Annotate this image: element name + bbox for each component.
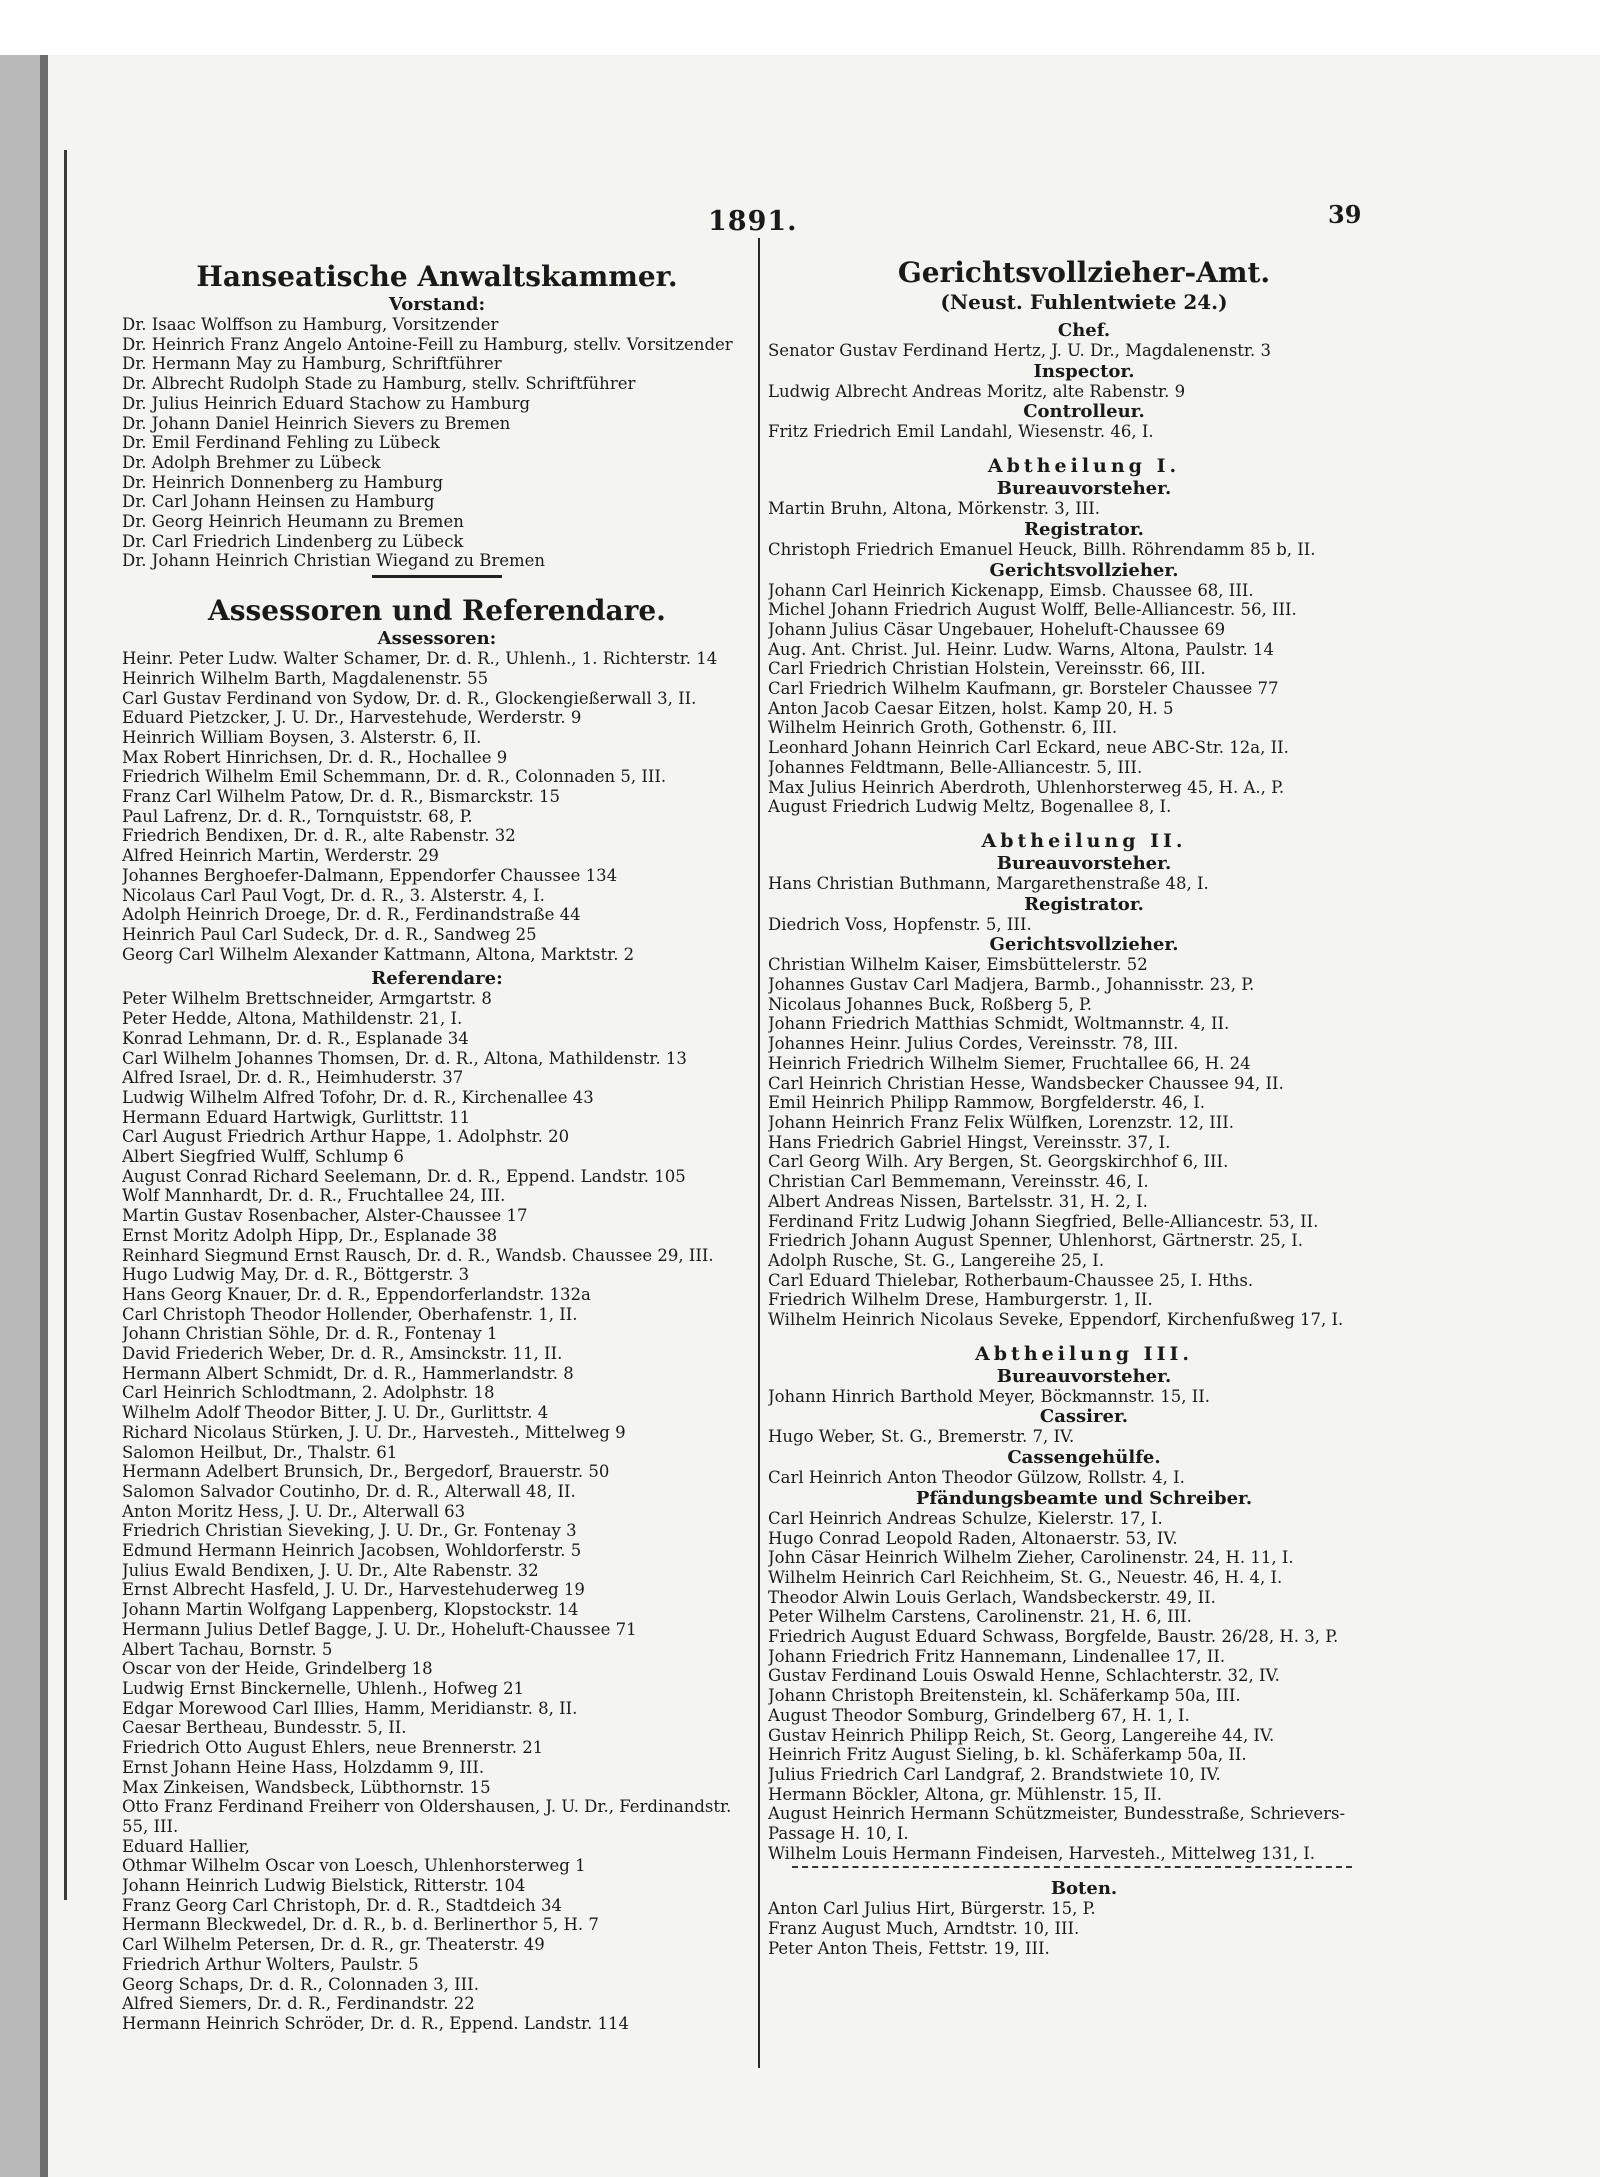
binding-shadow [40, 55, 48, 2177]
referendar-entry: Carl Wilhelm Petersen, Dr. d. R., gr. Theaterstr. 49 [122, 1935, 545, 1955]
referendar-entry: Carl Heinrich Schlodtmann, 2. Adolphstr. 18 [122, 1383, 495, 1403]
referendar-entry: Hermann Adelbert Brunsich, Dr., Bergedorf, Brauerstr. 50 [122, 1462, 610, 1482]
gerichtsvollzieher-entry: Johann Friedrich Matthias Schmidt, Woltmannstr. 4, II. [768, 1014, 1230, 1034]
vorstand-entry: Dr. Johann Daniel Heinrich Sievers zu Bremen [122, 413, 511, 433]
pfaendung-entry: Gustav Ferdinand Louis Oswald Henne, Schlachterstr. 32, IV. [768, 1666, 1280, 1686]
vorstand-entry: Dr. Heinrich Donnenberg zu Hamburg [122, 472, 444, 492]
bureauvorsteher-heading: Bureauvorsteher. [996, 852, 1172, 874]
pfaendung-entry: John Cäsar Heinrich Wilhelm Zieher, Carolinenstr. 24, H. 11, I. [768, 1548, 1294, 1568]
section-title-anwaltskammer: Hanseatische Anwaltskammer. [196, 260, 678, 293]
registrator-entry: Christoph Friedrich Emanuel Heuck, Billh. Röhrendamm 85 b, II. [768, 539, 1316, 559]
boten-entry: Franz August Much, Arndtstr. 10, III. [768, 1919, 1080, 1939]
referendar-entry: Salomon Heilbut, Dr., Thalstr. 61 [122, 1442, 398, 1462]
referendar-entry: Salomon Salvador Coutinho, Dr. d. R., Alterwall 48, II. [122, 1481, 576, 1501]
referendar-entry: Georg Schaps, Dr. d. R., Colonnaden 3, III. [122, 1974, 479, 1994]
referendar-entry: Ernst Moritz Adolph Hipp, Dr., Esplanade 38 [122, 1225, 498, 1245]
referendar-entry: Peter Hedde, Altona, Mathildenstr. 21, I. [122, 1009, 463, 1029]
assessor-entry: Carl Gustav Ferdinand von Sydow, Dr. d. R., Glockengießerwall 3, II. [122, 688, 697, 708]
referendar-entry: Anton Moritz Hess, J. U. Dr., Alterwall 63 [122, 1501, 466, 1521]
referendar-entry: Edgar Morewood Carl Illies, Hamm, Meridianstr. 8, II. [122, 1698, 578, 1718]
registrator-heading: Registrator. [1024, 518, 1144, 540]
section-subtitle-address: (Neust. Fuhlentwiete 24.) [940, 290, 1228, 314]
section-title-assessoren-referendare: Assessoren und Referendare. [208, 594, 666, 628]
pfaendung-entry: Johann Friedrich Fritz Hannemann, Lindenallee 17, II. [768, 1646, 1226, 1666]
referendar-entry: Eduard Hallier, [122, 1836, 250, 1856]
referendar-entry: Johann Martin Wolfgang Lappenberg, Klopstockstr. 14 [122, 1600, 579, 1620]
referendar-entry: Othmar Wilhelm Oscar von Loesch, Uhlenhorsterweg 1 [122, 1856, 586, 1876]
vorstand-entry: Dr. Heinrich Franz Angelo Antoine-Feill zu Hamburg, stellv. Vorsitzender [122, 334, 733, 354]
referendar-entry: Hugo Ludwig May, Dr. d. R., Böttgerstr. 3 [122, 1265, 470, 1285]
gerichtsvollzieher-entry: Friedrich Wilhelm Drese, Hamburgerstr. 1, II. [768, 1290, 1153, 1310]
pfaendung-entry: Heinrich Fritz August Sieling, b. kl. Schäferkamp 50a, II. [768, 1745, 1247, 1765]
gerichtsvollzieher-entry: Wilhelm Heinrich Nicolaus Seveke, Eppendorf, Kirchenfußweg 17, I. [768, 1310, 1344, 1330]
referendar-entry: Caesar Bertheau, Bundesstr. 5, II. [122, 1718, 407, 1738]
referendar-entry: Edmund Hermann Heinrich Jacobsen, Wohldorferstr. 5 [122, 1541, 582, 1561]
assessor-entry: Heinr. Peter Ludw. Walter Schamer, Dr. d. R., Uhlenh., 1. Richterstr. 14 [122, 649, 718, 669]
gerichtsvollzieher-entry: Carl Friedrich Christian Holstein, Vereinsstr. 66, III. [768, 659, 1206, 679]
referendar-entry: Julius Ewald Bendixen, J. U. Dr., Alte Rabenstr. 32 [122, 1560, 539, 1580]
assessor-entry: Friedrich Bendixen, Dr. d. R., alte Rabenstr. 32 [122, 826, 516, 846]
referendar-entry: Alfred Siemers, Dr. d. R., Ferdinandstr. 22 [122, 1994, 475, 2014]
gerichtsvollzieher-entry: Johann Carl Heinrich Kickenapp, Eimsb. Chaussee 68, III. [768, 580, 1254, 600]
referendar-entry: Albert Tachau, Bornstr. 5 [122, 1639, 333, 1659]
referendar-entry: Albert Siegfried Wulff, Schlump 6 [122, 1147, 404, 1167]
referendare-heading: Referendare: [371, 968, 503, 990]
assessor-entry: Heinrich Paul Carl Sudeck, Dr. d. R., Sandweg 25 [122, 924, 537, 944]
gerichtsvollzieher-entry: Johannes Heinr. Julius Cordes, Vereinsstr. 78, III. [768, 1034, 1179, 1054]
gerichtsvollzieher-entry: Leonhard Johann Heinrich Carl Eckard, neue ABC-Str. 12a, II. [768, 738, 1289, 758]
section-rule [372, 575, 502, 578]
gerichtsvollzieher-entry: Albert Andreas Nissen, Bartelsstr. 31, H. 2, I. [768, 1191, 1148, 1211]
column-divider [758, 238, 760, 2068]
cassengehuelfe-entry: Carl Heinrich Anton Theodor Gülzow, Rollstr. 4, I. [768, 1468, 1185, 1488]
pfaendung-entry: August Theodor Somburg, Grindelberg 67, H. 1, I. [768, 1705, 1190, 1725]
referendar-entry: August Conrad Richard Seelemann, Dr. d. R., Eppend. Landstr. 105 [122, 1166, 686, 1186]
referendar-entry: Oscar von der Heide, Grindelberg 18 [122, 1659, 433, 1679]
referendar-entry: Peter Wilhelm Brettschneider, Armgartstr. 8 [122, 989, 492, 1009]
referendar-entry: Friedrich Arthur Wolters, Paulstr. 5 [122, 1954, 419, 1974]
pfaendung-entry: Wilhelm Louis Hermann Findeisen, Harvesteh., Mittelweg 131, I. [768, 1843, 1315, 1863]
assessoren-heading: Assessoren: [377, 628, 497, 650]
page-year: 1891. [708, 206, 798, 237]
bureauvorsteher-heading: Bureauvorsteher. [996, 1365, 1172, 1387]
assessor-entry: Eduard Pietzcker, J. U. Dr., Harvestehude, Werderstr. 9 [122, 708, 582, 728]
gerichtsvollzieher-entry: Max Julius Heinrich Aberdroth, Uhlenhorsterweg 45, H. A., P. [768, 777, 1285, 797]
referendar-entry: Ernst Johann Heine Hass, Holzdamm 9, III. [122, 1757, 485, 1777]
registrator-heading: Registrator. [1024, 893, 1144, 915]
referendar-entry: Friedrich Otto August Ehlers, neue Brennerstr. 21 [122, 1738, 544, 1758]
controlleur-entry: Fritz Friedrich Emil Landahl, Wiesenstr. 46, I. [768, 422, 1154, 442]
assessor-entry: Johannes Berghoefer-Dalmann, Eppendorfer Chaussee 134 [122, 865, 618, 885]
pfaendung-entry: Wilhelm Heinrich Carl Reichheim, St. G., Neuestr. 46, H. 4, I. [768, 1567, 1283, 1587]
assessor-entry: Friedrich Wilhelm Emil Schemmann, Dr. d. R., Colonnaden 5, III. [122, 767, 667, 787]
gerichtsvollzieher-entry: Carl Georg Wilh. Ary Bergen, St. Georgskirchhof 6, III. [768, 1152, 1229, 1172]
vorstand-entry: Dr. Johann Heinrich Christian Wiegand zu Bremen [122, 551, 546, 571]
referendar-entry: Max Zinkeisen, Wandsbeck, Lübthornstr. 15 [122, 1777, 491, 1797]
pfaendung-entry: Hugo Conrad Leopold Raden, Altonaerstr. 53, IV. [768, 1528, 1178, 1548]
referendar-entry: Carl Christoph Theodor Hollender, Oberhafenstr. 1, II. [122, 1304, 578, 1324]
gerichtsvollzieher-entry: Wilhelm Heinrich Groth, Gothenstr. 6, III. [768, 718, 1118, 738]
gerichtsvollzieher-entry: Carl Friedrich Wilhelm Kaufmann, gr. Borsteler Chaussee 77 [768, 679, 1279, 699]
assessor-entry: Max Robert Hinrichsen, Dr. d. R., Hochallee 9 [122, 747, 508, 767]
gerichtsvollzieher-entry: Hans Friedrich Gabriel Hingst, Vereinsstr. 37, I. [768, 1132, 1171, 1152]
referendar-entry: Wolf Mannhardt, Dr. d. R., Fruchtallee 24, III. [122, 1186, 506, 1206]
left-column [122, 240, 752, 2034]
inspector-entry: Ludwig Albrecht Andreas Moritz, alte Rabenstr. 9 [768, 381, 1186, 401]
assessor-entry: Adolph Heinrich Droege, Dr. d. R., Ferdinandstraße 44 [122, 905, 581, 925]
section-title-gerichtsvollzieher-amt: Gerichtsvollzieher-Amt. [897, 256, 1271, 289]
gerichtsvollzieher-entry: Christian Carl Bemmemann, Vereinsstr. 46, I. [768, 1172, 1149, 1192]
referendar-entry: Otto Franz Ferdinand Freiherr von Oldershausen, J. U. Dr., Ferdinandstr. 55, III. [122, 1797, 732, 1836]
gerichtsvollzieher-entry: August Friedrich Ludwig Meltz, Bogenallee 8, I. [768, 797, 1172, 817]
assessor-entry: Georg Carl Wilhelm Alexander Kattmann, Altona, Marktstr. 2 [122, 944, 635, 964]
abtheilung-title: Abtheilung I. [987, 455, 1181, 478]
vorstand-entry: Dr. Albrecht Rudolph Stade zu Hamburg, stellv. Schriftführer [122, 374, 636, 394]
assessor-entry: Franz Carl Wilhelm Patow, Dr. d. R., Bismarckstr. 15 [122, 787, 560, 807]
bureauvorsteher-heading: Bureauvorsteher. [996, 478, 1172, 500]
vorstand-entry: Dr. Carl Johann Heinsen zu Hamburg [122, 492, 435, 512]
controlleur-heading: Controlleur. [1023, 401, 1145, 423]
registrator-entry: Diedrich Voss, Hopfenstr. 5, III. [768, 914, 1032, 934]
referendar-entry: Ludwig Wilhelm Alfred Tofohr, Dr. d. R., Kirchenallee 43 [122, 1087, 594, 1107]
gerichtsvollzieher-entry: Friedrich Johann August Spenner, Uhlenhorst, Gärtnerstr. 25, I. [768, 1231, 1303, 1251]
referendar-entry: Alfred Israel, Dr. d. R., Heimhuderstr. 37 [122, 1068, 464, 1088]
pfaendung-heading: Pfändungsbeamte und Schreiber. [915, 1487, 1253, 1509]
pfaendung-entry: Carl Heinrich Andreas Schulze, Kielerstr. 17, I. [768, 1508, 1163, 1528]
pfaendung-entry: Friedrich August Eduard Schwass, Borgfelde, Baustr. 26/28, H. 3, P. [768, 1627, 1339, 1647]
gerichtsvollzieher-entry: Johann Heinrich Franz Felix Wülfken, Lorenzstr. 12, III. [768, 1112, 1234, 1132]
gerichtsvollzieher-heading: Gerichtsvollzieher. [989, 934, 1179, 956]
pfaendung-entry: Peter Wilhelm Carstens, Carolinenstr. 21, H. 6, III. [768, 1607, 1192, 1627]
referendar-entry: Hermann Heinrich Schröder, Dr. d. R., Eppend. Landstr. 114 [122, 2013, 629, 2033]
vorstand-entry: Dr. Georg Heinrich Heumann zu Bremen [122, 512, 464, 532]
boten-entry: Peter Anton Theis, Fettstr. 19, III. [768, 1938, 1050, 1958]
bureauvorsteher-entry: Johann Hinrich Barthold Meyer, Böckmannstr. 15, II. [768, 1386, 1210, 1406]
right-column [768, 240, 1400, 1959]
referendar-entry: Reinhard Siegmund Ernst Rausch, Dr. d. R., Wandsb. Chaussee 29, III. [122, 1245, 714, 1265]
referendar-entry: Konrad Lehmann, Dr. d. R., Esplanade 34 [122, 1028, 469, 1048]
referendar-entry: Friedrich Christian Sieveking, J. U. Dr., Gr. Fontenay 3 [122, 1521, 577, 1541]
cassengehuelfe-heading: Cassengehülfe. [1007, 1447, 1161, 1469]
referendar-entry: Carl August Friedrich Arthur Happe, 1. Adolphstr. 20 [122, 1127, 570, 1147]
referendar-entry: Johann Christian Söhle, Dr. d. R., Fontenay 1 [122, 1324, 498, 1344]
boten-entry: Anton Carl Julius Hirt, Bürgerstr. 15, P. [768, 1899, 1096, 1919]
pfaendung-entry: Gustav Heinrich Philipp Reich, St. Georg, Langereihe 44, IV. [768, 1725, 1275, 1745]
referendar-entry: Hermann Bleckwedel, Dr. d. R., b. d. Berlinerthor 5, H. 7 [122, 1915, 599, 1935]
gerichtsvollzieher-entry: Emil Heinrich Philipp Rammow, Borgfelderstr. 46, I. [768, 1093, 1206, 1113]
vorstand-heading: Vorstand: [388, 294, 486, 315]
dashed-separator [792, 1866, 1352, 1868]
gerichtsvollzieher-entry: Nicolaus Johannes Buck, Roßberg 5, P. [768, 994, 1092, 1014]
scan-background [0, 55, 40, 2177]
referendar-entry: Hans Georg Knauer, Dr. d. R., Eppendorferlandstr. 132a [122, 1284, 591, 1304]
referendar-entry: Ernst Albrecht Hasfeld, J. U. Dr., Harvestehuderweg 19 [122, 1580, 585, 1600]
gerichtsvollzieher-heading: Gerichtsvollzieher. [989, 559, 1179, 581]
gerichtsvollzieher-entry: Anton Jacob Caesar Eitzen, holst. Kamp 20, H. 5 [768, 698, 1174, 718]
gerichtsvollzieher-entry: Carl Heinrich Christian Hesse, Wandsbecker Chaussee 94, II. [768, 1073, 1284, 1093]
vorstand-entry: Dr. Carl Friedrich Lindenberg zu Lübeck [122, 531, 464, 551]
assessor-entry: Heinrich Wilhelm Barth, Magdalenenstr. 55 [122, 668, 489, 688]
assessor-entry: Nicolaus Carl Paul Vogt, Dr. d. R., 3. Alsterstr. 4, I. [122, 885, 545, 905]
pfaendung-entry: August Heinrich Hermann Schützmeister, Bundesstraße, Schrievers-Passage H. 10, I. [768, 1804, 1346, 1844]
chef-entry: Senator Gustav Ferdinand Hertz, J. U. Dr., Magdalenenstr. 3 [768, 341, 1271, 360]
vorstand-entry: Dr. Isaac Wolffson zu Hamburg, Vorsitzender [122, 315, 499, 334]
gerichtsvollzieher-entry: Heinrich Friedrich Wilhelm Siemer, Fruchtallee 66, H. 24 [768, 1053, 1251, 1073]
gerichtsvollzieher-entry: Johannes Gustav Carl Madjera, Barmb., Johannisstr. 23, P. [768, 975, 1255, 995]
gerichtsvollzieher-entry: Ferdinand Fritz Ludwig Johann Siegfried, Belle-Alliancestr. 53, II. [768, 1211, 1319, 1231]
referendar-entry: Hermann Julius Detlef Bagge, J. U. Dr., Hoheluft-Chaussee 71 [122, 1619, 637, 1639]
referendar-entry: Hermann Eduard Hartwigk, Gurlittstr. 11 [122, 1107, 471, 1127]
gerichtsvollzieher-entry: Michel Johann Friedrich August Wolff, Belle-Alliancestr. 56, III. [768, 600, 1297, 620]
bureauvorsteher-entry: Martin Bruhn, Altona, Mörkenstr. 3, III. [768, 499, 1101, 519]
vorstand-entry: Dr. Julius Heinrich Eduard Stachow zu Hamburg [122, 393, 531, 413]
pfaendung-entry: Johann Christoph Breitenstein, kl. Schäferkamp 50a, III. [768, 1686, 1241, 1706]
abtheilung-title: Abtheilung III. [975, 1342, 1193, 1365]
bureauvorsteher-entry: Hans Christian Buthmann, Margarethenstraße 48, I. [768, 873, 1209, 893]
referendar-entry: Carl Wilhelm Johannes Thomsen, Dr. d. R., Altona, Mathildenstr. 13 [122, 1048, 687, 1068]
assessor-entry: Alfred Heinrich Martin, Werderstr. 29 [122, 846, 439, 866]
gerichtsvollzieher-entry: Christian Wilhelm Kaiser, Eimsbüttelerstr. 52 [768, 955, 1148, 975]
gerichtsvollzieher-entry: Carl Eduard Thielebar, Rotherbaum-Chaussee 25, I. Hths. [768, 1270, 1254, 1290]
gerichtsvollzieher-entry: Johann Julius Cäsar Ungebauer, Hoheluft-Chaussee 69 [768, 619, 1226, 639]
chef-heading: Chef. [1057, 320, 1111, 341]
cassirer-heading: Cassirer. [1039, 1406, 1129, 1428]
gerichtsvollzieher-entry: Johannes Feldtmann, Belle-Alliancestr. 5, III. [768, 757, 1143, 777]
abtheilung-title: Abtheilung II. [981, 829, 1187, 852]
referendar-entry: Richard Nicolaus Stürken, J. U. Dr., Harvesteh., Mittelweg 9 [122, 1422, 626, 1442]
inspector-heading: Inspector. [1033, 360, 1135, 382]
referendar-entry: Hermann Albert Schmidt, Dr. d. R., Hammerlandstr. 8 [122, 1363, 574, 1383]
cassirer-entry: Hugo Weber, St. G., Bremerstr. 7, IV. [768, 1427, 1075, 1447]
gerichtsvollzieher-entry: Adolph Rusche, St. G., Langereihe 25, I. [768, 1250, 1105, 1270]
referendar-entry: Martin Gustav Rosenbacher, Alster-Chaussee 17 [122, 1206, 528, 1226]
assessor-entry: Paul Lafrenz, Dr. d. R., Tornquiststr. 68, P. [122, 806, 473, 826]
vorstand-entry: Dr. Hermann May zu Hamburg, Schriftführer [122, 354, 502, 374]
referendar-entry: Johann Heinrich Ludwig Bielstick, Ritterstr. 104 [122, 1876, 526, 1896]
referendar-entry: David Friederich Weber, Dr. d. R., Amsinckstr. 11, II. [122, 1344, 563, 1364]
pfaendung-entry: Julius Friedrich Carl Landgraf, 2. Brandstwiete 10, IV. [768, 1764, 1221, 1784]
pfaendung-entry: Theodor Alwin Louis Gerlach, Wandsbeckerstr. 49, II. [768, 1587, 1216, 1607]
referendar-entry: Franz Georg Carl Christoph, Dr. d. R., Stadtdeich 34 [122, 1895, 562, 1915]
vorstand-entry: Dr. Emil Ferdinand Fehling zu Lübeck [122, 433, 440, 453]
page-number: 39 [1328, 200, 1362, 229]
boten-heading: Boten. [1050, 1878, 1118, 1900]
vorstand-entry: Dr. Adolph Brehmer zu Lübeck [122, 452, 381, 472]
assessor-entry: Heinrich William Boysen, 3. Alsterstr. 6, II. [122, 727, 482, 747]
referendar-entry: Ludwig Ernst Binckernelle, Uhlenh., Hofweg 21 [122, 1679, 525, 1698]
pfaendung-entry: Hermann Böckler, Altona, gr. Mühlenstr. 15, II. [768, 1784, 1163, 1804]
gerichtsvollzieher-entry: Aug. Ant. Christ. Jul. Heinr. Ludw. Warns, Altona, Paulstr. 14 [768, 639, 1274, 659]
binding-line [64, 150, 67, 1900]
referendar-entry: Wilhelm Adolf Theodor Bitter, J. U. Dr., Gurlittstr. 4 [122, 1403, 549, 1423]
